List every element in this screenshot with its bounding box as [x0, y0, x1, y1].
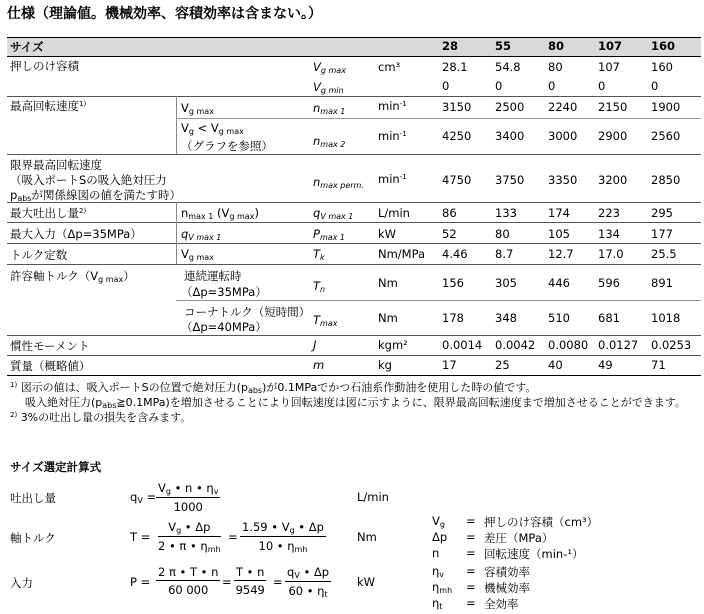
- row-mass-label: 質量（概略値）: [10, 359, 91, 373]
- power-unit: kW: [378, 227, 397, 241]
- subrow-divider: [176, 300, 701, 301]
- mass-symbol: m: [313, 358, 325, 372]
- torqueconst-symbol: $T_k$: [313, 247, 325, 262]
- power-symbol: $P_{max 1}$: [313, 227, 345, 242]
- row-power-label: 最大入力（Δp=35MPa）: [10, 227, 142, 241]
- row-limit-label-3: $p_{abs}$が関係線図の値を満たす時）: [10, 188, 181, 203]
- formula-torque-lhs: T =: [130, 530, 151, 544]
- displacement-unit: cm³: [378, 60, 401, 74]
- speed-unit-1: $\min^{-1}$: [378, 99, 407, 113]
- torqueconst-value: 8.7: [495, 247, 514, 261]
- inertia-symbol: J: [313, 338, 317, 352]
- mass-value: 40: [548, 358, 563, 372]
- formula-torque-label: 軸トルク: [10, 531, 56, 545]
- torque-condition-1a: 連続運転時: [184, 269, 242, 283]
- legend-text: 差圧（MPa）: [484, 531, 554, 545]
- power-value: 105: [548, 227, 570, 241]
- mass-value: 17: [442, 358, 457, 372]
- torque-value: 891: [651, 276, 673, 290]
- row-divider: [7, 222, 701, 223]
- speed-unit-2: $\min^{-1}$: [378, 129, 407, 143]
- displacement-value: 54.8: [495, 60, 521, 74]
- formula-flow-label: 吐出し量: [10, 491, 56, 505]
- footnote-2: $^{2)}$ 3%の吐出し量の損失を含みます。: [10, 411, 192, 424]
- limit-symbol: $n_{max perm.}$: [313, 175, 364, 190]
- formula-power-label: 入力: [10, 576, 33, 590]
- torque-max-value: 681: [598, 311, 620, 325]
- displacement-min-value: 0: [495, 79, 503, 93]
- row-torqueconst-label: トルク定数: [10, 248, 68, 262]
- torque-unit-2: Nm: [378, 311, 398, 325]
- torque-max-value: 348: [495, 311, 517, 325]
- row-torque-label: 許容軸トルク$(V_{g max})$: [10, 269, 135, 284]
- limit-value: 3200: [598, 173, 628, 187]
- legend-item: $\eta_t$: [432, 596, 443, 611]
- legend-item: $\eta_v$: [432, 564, 445, 579]
- torque-value: 305: [495, 276, 517, 290]
- speed2-value: 3400: [495, 129, 525, 143]
- torqueconst-value: 4.46: [442, 247, 468, 261]
- formula-power-fraction-2: $\frac{T • n}{9549}$: [235, 565, 265, 597]
- row-limit-label-1: 限界最高回転速度: [10, 158, 102, 172]
- torque-unit-1: Nm: [378, 276, 398, 290]
- flow-unit: L/min: [378, 206, 410, 220]
- speed-value: 3150: [442, 100, 472, 114]
- torqueconst-value: 25.5: [651, 247, 677, 261]
- displacement-min-value: 0: [442, 79, 450, 93]
- speed-symbol-1: $n_{max 1}$: [313, 101, 346, 116]
- row-inertia-label: 慣性モーメント: [10, 339, 90, 353]
- speed-value: 2240: [548, 100, 578, 114]
- inertia-value: 0.0253: [651, 338, 692, 352]
- formula-flow-lhs: $q_V$ =: [130, 490, 157, 505]
- speed-condition-2-note: （グラフを参照）: [181, 139, 273, 153]
- power-value: 177: [651, 227, 673, 241]
- power-condition: $q_{V max 1}$: [181, 227, 222, 242]
- speed-value: 1900: [651, 100, 681, 114]
- limit-unit: $\min^{-1}$: [378, 172, 407, 186]
- formula-torque-eq2: =: [228, 530, 238, 544]
- power-value: 80: [495, 227, 510, 241]
- legend-eq: =: [466, 596, 476, 610]
- legend-text: 全効率: [484, 597, 519, 611]
- mass-value: 49: [598, 358, 613, 372]
- displacement-min-value: 0: [651, 79, 659, 93]
- formula-torque-unit: Nm: [357, 530, 377, 544]
- formula-section-title: サイズ選定計算式: [10, 460, 102, 474]
- speed-value: 2500: [495, 100, 525, 114]
- formula-power-unit: kW: [357, 575, 376, 589]
- subrow-divider: [176, 118, 701, 119]
- header-size-80: 80: [548, 39, 565, 53]
- flow-value: 174: [548, 206, 570, 220]
- torque-condition-2b: （Δp=40MPa）: [181, 320, 267, 334]
- displacement-value: 80: [548, 60, 563, 74]
- torqueconst-condition: $V_{g max}$: [181, 247, 214, 262]
- cell-divider: [176, 96, 177, 154]
- legend-text: 回転速度（min-¹）: [484, 547, 584, 561]
- legend-item: Δp: [432, 530, 448, 544]
- legend-eq: =: [466, 580, 476, 594]
- formula-flow-unit: L/min: [357, 490, 389, 504]
- mass-value: 71: [651, 358, 666, 372]
- legend-text: 容積効率: [484, 565, 530, 579]
- displacement-symbol-min: $V_{g min}$: [313, 80, 344, 95]
- footnote-1-cont: 吸入絶対圧力$(p_{abs}≧0.1MPa)$を増加させることにより回転速度は図に示すように、限界最高回転速度まで増加させることができます。: [25, 396, 686, 410]
- legend-eq: =: [466, 546, 476, 560]
- flow-condition: $n_{max 1}$ $(V_{g max})$: [181, 206, 259, 221]
- speed2-value: 4250: [442, 129, 472, 143]
- limit-value: 3350: [548, 173, 578, 187]
- formula-torque-fraction-2: 1.59 • $V_g$ • Δp 10 • $\eta_{mh}$: [242, 520, 324, 554]
- torque-max-value: 178: [442, 311, 464, 325]
- table-bottom-line: [7, 375, 701, 376]
- inertia-value: 0.0127: [598, 338, 639, 352]
- power-value: 52: [442, 227, 457, 241]
- speed2-value: 2900: [598, 129, 628, 143]
- torque-condition-1b: （Δp=35MPa）: [181, 285, 267, 299]
- row-divider: [7, 243, 701, 244]
- torqueconst-unit: Nm/MPa: [378, 247, 426, 261]
- displacement-value: 107: [598, 60, 620, 74]
- speed-symbol-2: $n_{max 2}$: [313, 134, 346, 149]
- mass-unit: kg: [378, 358, 392, 372]
- legend-eq: =: [466, 530, 476, 544]
- row-speed-label: 最高回転速度$^{1)}$: [10, 99, 87, 113]
- power-value: 134: [598, 227, 620, 241]
- row-flow-label: 最大吐出し量$^{2)}$: [10, 206, 87, 220]
- torque-symbol-2: $T_{max}$: [313, 313, 338, 328]
- flow-value: 223: [598, 206, 620, 220]
- inertia-unit: kgm²: [378, 338, 408, 352]
- row-divider: [7, 96, 701, 97]
- torque-value: 156: [442, 276, 464, 290]
- speed-condition-2: $V_g < V_{g max}$: [181, 121, 244, 136]
- mass-value: 25: [495, 358, 510, 372]
- formula-power-eq3: =: [273, 575, 283, 589]
- header-size-160: 160: [651, 39, 676, 53]
- torqueconst-value: 12.7: [548, 247, 574, 261]
- row-divider: [7, 264, 701, 265]
- limit-value: 4750: [442, 173, 472, 187]
- formula-power-lhs: P =: [130, 575, 151, 589]
- speed2-value: 2560: [651, 129, 681, 143]
- flow-value: 295: [651, 206, 673, 220]
- formula-flow-fraction: $\frac{V_g • n • \eta_v}{1000}$: [158, 481, 219, 514]
- table-header-bar: [7, 37, 701, 57]
- row-divider: [7, 355, 701, 356]
- footnote-1: $^{1)}$ 図示の値は、吸入ポートSの位置で絶対圧力$(p_{abs})$が0.1MPaでかつ石油系作動油を使用した時の値です。: [10, 381, 537, 395]
- inertia-value: 0.0080: [548, 338, 589, 352]
- torqueconst-value: 17.0: [598, 247, 624, 261]
- limit-value: 3750: [495, 173, 525, 187]
- formula-power-fraction-3: $\frac{q_V • \Delta p}{60 • \eta_t}$: [287, 565, 330, 599]
- inertia-value: 0.0014: [442, 338, 483, 352]
- displacement-min-value: 0: [598, 79, 606, 93]
- displacement-symbol-max: $V_{g max}$: [313, 60, 346, 75]
- header-size-label: サイズ: [10, 40, 44, 54]
- inertia-value: 0.0042: [495, 338, 536, 352]
- header-size-55: 55: [495, 39, 512, 53]
- speed-value: 2150: [598, 100, 628, 114]
- legend-eq: =: [466, 514, 476, 528]
- legend-text: 機械効率: [484, 581, 530, 595]
- torque-symbol-1: $T_n$: [313, 279, 326, 294]
- header-size-107: 107: [598, 39, 623, 53]
- page-title: 仕様（理論値。機械効率、容積効率は含まない。）: [7, 6, 322, 22]
- header-size-28: 28: [442, 39, 459, 53]
- displacement-value: 28.1: [442, 60, 468, 74]
- legend-item: $V_g$: [432, 514, 445, 529]
- row-divider: [7, 335, 701, 336]
- formula-power-eq2: =: [222, 575, 232, 589]
- legend-item: n: [432, 546, 440, 560]
- limit-value: 2850: [651, 173, 681, 187]
- formula-power-fraction-1: $\frac{2 \pi • T • n}{60 000}$: [158, 565, 219, 597]
- speed-condition-1: $V_{g max}$: [181, 101, 214, 116]
- legend-eq: =: [466, 564, 476, 578]
- torque-value: 446: [548, 276, 570, 290]
- displacement-value: 160: [651, 60, 673, 74]
- flow-value: 133: [495, 206, 517, 220]
- legend-item: $\eta_{mh}$: [432, 580, 453, 595]
- cell-divider: [176, 202, 177, 264]
- torque-max-value: 1018: [651, 311, 681, 325]
- displacement-min-value: 0: [548, 79, 556, 93]
- row-limit-label-2: （吸入ポートSの吸入絶対圧力: [10, 173, 167, 187]
- flow-symbol: $q_{V max 1}$: [313, 206, 354, 221]
- torque-value: 596: [598, 276, 620, 290]
- flow-value: 86: [442, 206, 457, 220]
- row-divider: [7, 154, 701, 155]
- row-displacement-label: 押しのけ容積: [10, 59, 79, 73]
- torque-max-value: 510: [548, 311, 570, 325]
- legend-text: 押しのけ容積（cm³）: [484, 515, 599, 529]
- formula-torque-fraction-1: $V_g$ • Δp 2 • π • $\eta_{mh}$: [158, 520, 221, 554]
- speed2-value: 3000: [548, 129, 578, 143]
- torque-condition-2a: コーナトルク（短時間）: [184, 305, 311, 319]
